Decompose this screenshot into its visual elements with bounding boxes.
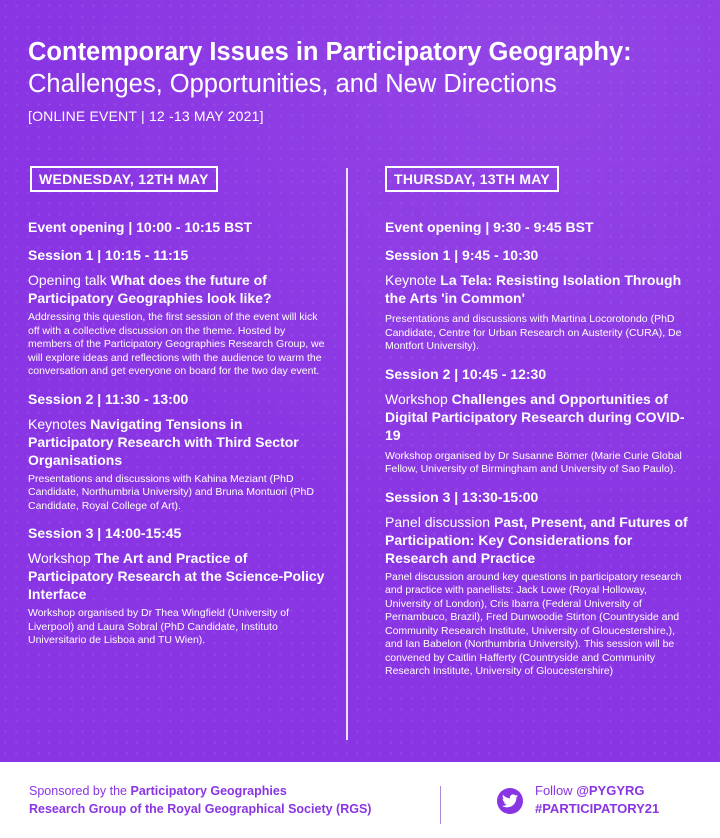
wednesday-session3-title [28, 549, 328, 603]
sponsor-prefix: Sponsored by the [29, 784, 127, 798]
session-type: Workshop [385, 390, 448, 407]
session-title: The Art and Practice of Participatory Research at the Science-Policy Interface [28, 550, 325, 602]
session-type: Keynotes [28, 415, 87, 432]
session-type: Keynote [385, 272, 437, 288]
sponsor-line-2[interactable]: Research Group of the Royal Geographical Society (RGS) [29, 802, 372, 816]
thursday-session3-desc: Panel discussion around key questions in participatory research and practice with panellists: Jack Lowe (Royal Holloway, University of London), Cris Ibarra (Federal University of Pernambuco, Brazil), Fred Dunwoodie Stirton (Countryside and Community Research Institute, University of Gloucestershire,), and Ian Babelon (Northumbria University). This session will be convened by Caitlin Hafferty (Countryside and Community Research Institute, University of Gloucestershire) [385, 570, 682, 677]
thursday-session2-slot: Session 2 | 10:45 - 12:30 [385, 365, 547, 382]
thursday-session1-title [385, 271, 690, 307]
sponsor-text [29, 782, 371, 818]
session-title: Navigating Tensions in Participatory Research with Third Sector Organisations [28, 415, 299, 468]
session-type: Opening talk [28, 272, 107, 288]
wednesday-session3-desc: Workshop organised by Dr Thea Wingfield (University of Liverpool) and Laura Sobral (PhD Candidate, Instituto Universitario de Lisboa and TU Wien). [28, 607, 290, 646]
session-title: What does the future of Participatory Geographies look like? [28, 272, 272, 306]
thursday-session3-slot: Session 3 | 13:30-15:00 [385, 488, 539, 505]
wednesday-session3-slot: Session 3 | 14:00-15:45 [28, 525, 182, 541]
follow-label: Follow [535, 783, 573, 798]
title-line-2: Challenges, Opportunities, and New Directions [28, 70, 557, 98]
footer-divider [440, 786, 441, 824]
session-title: Challenges and Opportunities of Digital Participatory Research during COVID-19 [385, 390, 685, 443]
follow-text [535, 782, 659, 818]
session-title: La Tela: Resisting Isolation Through the Arts 'in Common' [385, 272, 682, 306]
twitter-icon[interactable] [497, 788, 523, 814]
footer [0, 762, 720, 838]
wednesday-session2-desc: Presentations and discussions with Kahina Meziant (PhD Candidate, Northumbria University) and Bruna Montuori (PhD Candidate, Royal College of Art). [28, 472, 314, 512]
session-type: Workshop [28, 550, 91, 566]
wednesday-session1-slot: Session 1 | 10:15 - 11:15 [28, 247, 189, 263]
wednesday-session2-slot: Session 2 | 11:30 - 13:00 [28, 390, 189, 407]
wednesday-session2-title [28, 415, 328, 469]
thursday-session1-slot: Session 1 | 9:45 - 10:30 [385, 247, 539, 263]
wednesday-session1-title [28, 271, 328, 307]
thursday-session3-title [385, 513, 690, 567]
session-title: Past, Present, and Futures of Participation: Key Considerations for Research and Practice [385, 513, 688, 566]
title-line-1: Contemporary Issues in Participatory Geography: [28, 38, 632, 66]
thursday-column [385, 166, 690, 679]
event-info: [ONLINE EVENT | 12 -13 MAY 2021] [28, 108, 264, 124]
hashtag[interactable]: #PARTICIPATORY21 [535, 801, 660, 816]
wednesday-session1-desc: Addressing this question, the first session of the event will kick off with a collective discussion on the theme. Hosted by members of the Participatory Geographies Research Group, we will explore ideas and reflections with the audience to warm the conversation and get everyone on board for the two day event. [28, 311, 325, 377]
thursday-session2-title [385, 390, 690, 444]
wednesday-day-label: WEDNESDAY, 12TH MAY [30, 166, 218, 192]
poster-header [28, 36, 708, 124]
thursday-session1-desc: Presentations and discussions with Martina Locorotondo (PhD Candidate, Centre for Urban Research on Austerity (CURA), De Montfort University). [385, 313, 682, 352]
twitter-handle[interactable]: @PYGYRG [576, 783, 645, 798]
sponsor-line-1[interactable]: Participatory Geographies [130, 784, 287, 798]
column-divider [346, 168, 348, 740]
wednesday-column [28, 166, 328, 648]
session-type: Panel discussion [385, 513, 491, 530]
thursday-event-opening: Event opening | 9:30 - 9:45 BST [385, 219, 594, 235]
wednesday-event-opening: Event opening | 10:00 - 10:15 BST [28, 219, 253, 235]
thursday-day-label: THURSDAY, 13TH MAY [385, 166, 559, 192]
thursday-session2-desc: Workshop organised by Dr Susanne Börner (Marie Curie Global Fellow, University of Birmingham and University of Sao Paulo). [385, 449, 682, 475]
